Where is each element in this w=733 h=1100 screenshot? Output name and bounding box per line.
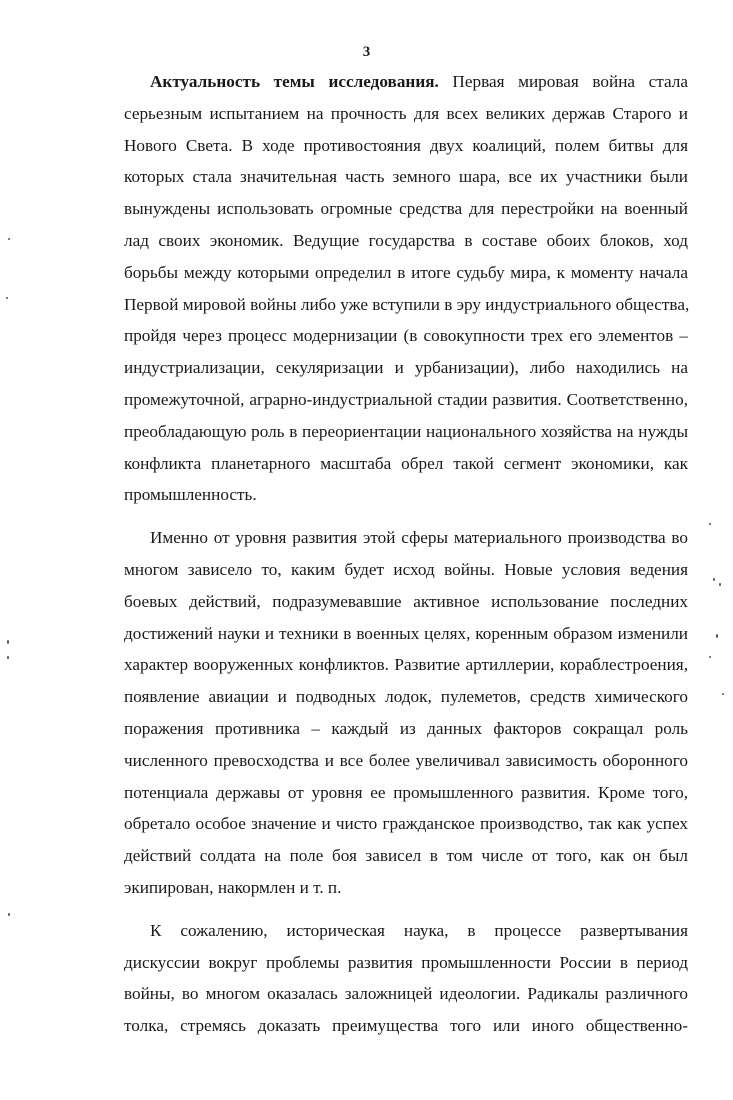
scan-speck (7, 656, 9, 659)
text-line: которых стала значительная часть земного шара, все их участники были (124, 167, 688, 187)
text-line: промышленность. (124, 485, 257, 505)
text-line: поражения противника – каждый из данных факторов сокращал роль (124, 718, 688, 738)
section-lead-heading: Актуальность темы исследования. (150, 72, 439, 91)
text-line: пройдя через процесс модернизации (в совокупности трех его элементов – (124, 326, 688, 346)
text-line: промежуточной, аграрно-индустриальной стадии развития. Соответственно, (124, 389, 688, 409)
text-line: индустриализации, секуляризации и урбанизации), либо находились на (124, 358, 688, 378)
text-line (124, 66, 688, 98)
paragraph-industry (124, 522, 688, 904)
text-line: борьбы между которыми определил в итоге судьбу мира, к моменту начала (124, 262, 688, 282)
scan-speck (8, 238, 10, 240)
text-line: потенциала державы от уровня ее промышленного развития. Кроме того, (124, 782, 688, 802)
scan-speck (709, 523, 711, 525)
text-line: Первой мировой войны либо уже вступили в эру индустриального общества, (124, 294, 690, 314)
text-line: К сожалению, историческая наука, в процессе развертывания (150, 920, 688, 940)
text-line: действий солдата на поле боя зависел в том числе от того, как он был (124, 846, 688, 866)
text-line: конфликта планетарного масштаба обрел такой сегмент экономики, как (124, 453, 688, 473)
paragraph-relevance (124, 66, 688, 511)
scan-speck (6, 297, 8, 299)
text-line: характер вооруженных конфликтов. Развитие артиллерии, кораблестроения, (124, 655, 688, 675)
paragraph-historiography (124, 915, 688, 1042)
text-line: достижений науки и техники в военных целях, коренным образом изменили (124, 623, 688, 643)
scan-speck (713, 578, 715, 581)
scan-speck (716, 634, 718, 638)
page-number: 3 (362, 44, 371, 60)
text-line: серьезным испытанием на прочность для всех великих держав Старого и (124, 103, 688, 123)
text-line: многом зависело то, каким будет исход войны. Новые условия ведения (124, 559, 688, 579)
text-line: численного превосходства и все более увеличивал зависимость оборонного (124, 750, 688, 770)
scan-speck (8, 913, 10, 916)
body-text (124, 66, 688, 1042)
text-line-content: Первая мировая война стала (438, 72, 688, 91)
scan-speck (719, 583, 721, 586)
text-line: дискуссии вокруг проблемы развития промышленности России в период (124, 952, 688, 972)
text-line: толка, стремясь доказать преимущества того или иного общественно- (124, 1016, 688, 1036)
scan-speck (709, 656, 711, 658)
text-line: вынуждены использовать огромные средства для перестройки на военный (124, 199, 688, 219)
text-line: экипирован, накормлен и т. п. (124, 877, 342, 897)
scan-speck (7, 640, 9, 644)
text-line: обретало особое значение и чисто гражданское производство, так как успех (124, 814, 688, 834)
text-line: войны, во многом оказалась заложницей идеологии. Радикалы различного (124, 984, 688, 1004)
text-line: Именно от уровня развития этой сферы материального производства во (150, 528, 688, 548)
text-line: боевых действий, подразумевавшие активное использование последних (124, 591, 688, 611)
text-line: преобладающую роль в переориентации национального хозяйства на нужды (124, 421, 688, 441)
text-line: Нового Света. В ходе противостояния двух коалиций, полем битвы для (124, 135, 688, 155)
scan-speck (722, 693, 724, 695)
text-line: лад своих экономик. Ведущие государства в составе обоих блоков, ход (124, 230, 688, 250)
text-line: появление авиации и подводных лодок, пулеметов, средств химического (124, 687, 688, 707)
